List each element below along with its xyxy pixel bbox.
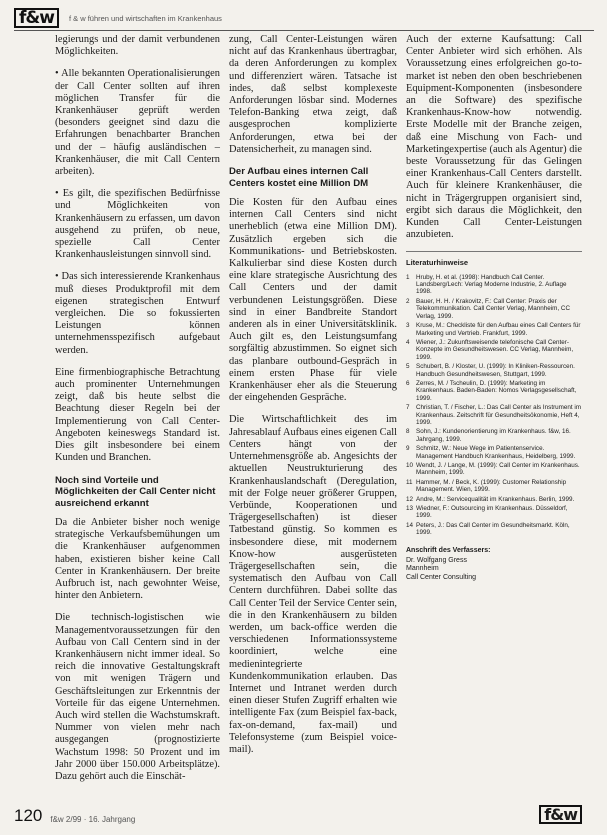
col2-subheading: Der Aufbau eines internen Call Centers kostet eine Million DM: [229, 166, 369, 189]
literature-title: Literaturhinweise: [406, 258, 469, 268]
literature-item: 5 Schubert, B. / Kloster, U. (1999): In Kliniken-Ressourcen. Handbuch Gesundheitswesen, Stuttgart, 1999.: [406, 363, 575, 378]
author-address-title: Anschrift des Verfassers:: [406, 546, 491, 554]
literature-item: 7 Christian, T. / Fischer, L.: Das Call Center als Instrument im Krankenhaus. Zeitschrift für Gesundheitsökonomie, Heft 4, 1999.: [406, 404, 582, 426]
literature-item: 10 Wendt, J. / Lange, M. (1999): Call Center im Krankenhaus. Mannheim, 1999.: [406, 462, 580, 477]
literature-item: 2 Bauer, H. H. / Krakovitz, F.: Call Center: Praxis der Telekommunikation. Call Center Verlag, Mannheim, CC Verlag, 1999.: [406, 297, 570, 320]
literature-item: 8 Sohn, J.: Kundenorientierung im Krankenhaus. f&w, 16. Jahrgang, 1999.: [406, 428, 571, 443]
page-header: [14, 6, 594, 31]
journal-logo: f&w: [14, 8, 59, 28]
col2-paragraph-2: Die Kosten für den Aufbau eines internen Call Centers sind nicht unerheblich (etwa eine Million DM). Zusätzlich ergeben sich die Kommunikations- und Betriebskosten. Kalkulierbar sind diese Kosten durch eine klare strategische Ausrichtung des Call Centers und der damit verbundenen Leistungsgrößen. Diese sind in einer Bandbreite Standort anderen als in einer Universitätsklinik. Auch gilt es, den Leistungsumfang sorgfältig abzustimmen. So eignet sich das planbare outbound-Gespräch in einem ersten Phase für viele Krankenhäuser eher als die Steuerung der eingehenden Gespräche.: [229, 197, 397, 404]
page-footer: [14, 800, 594, 826]
col2-paragraph-3: Die Wirtschaftlichkeit des im Jahresablauf Aufbaus eines eigenen Call Centers hängt von der Unternehmensgröße ab. Angesichts der aktuellen Neustrukturierung des Krankenhauslandschaft (Deregulation, mit der Folge neuer größerer Gruppen, Verbünde, Kooperationen und Trägergesellschaften) ist dieser Tatbestand günstig. So kommen es insbesondere diese, mit modernem Know-how ausgerüsteten Trägergesellschaften sein, die systematisch den Aufbau von Call Centern durchführen. Dabei sollte das Call Center Teil der Service Center sein, die in den Krankenhäusern zu bilden werden, um back-office werden die verschiedenen Informationssysteme koordiniert, welche eine medienintegrierte Kundenkommunikation erlauben. Das Internet und Intranet werden durch einen dieser Stufen Zugriff erhalten wie intelligente Fax (zum Beispiel fax-back, fax-on-demand, fax-mail) und Telefonsysteme (zum Beispiel voice-mail).: [229, 414, 397, 755]
header-running-title: f & w führen und wirtschaften im Krankenhaus: [68, 13, 222, 23]
col1-paragraph-3: • Es gilt, die spezifischen Bedürfnisse und Möglichkeiten von Krankenhäusern zu erfassen, um davon ausgehend zu prüfen, ob neue, spezielle Call Center Krankenhausleistungen sinnvoll sind.: [55, 188, 220, 261]
col3-paragraph-1: Auch der externe Kaufsattung: Call Center Anbieter wird sich erhöhen. Als Voraussetzung eines erfolgreichen go-to-market ist neben den oben beschriebenen Equipment-Komponenten (insbesondere an die Software) des spezifische Krankenhaus-Know-how notwendig. Erste Modelle mit der Branche zeigen, daß eine Mischung von Fach- und Marketingexpertise (auch als Agentur) die beste Voraussetzung für das Gelingen einer Krankenhaus-Call Centers darstellt. Auch für kleinere Krankenhäuser, die nicht in Trägergruppen organisiert sind, ergibt sich daraus die Möglichkeit, den Kunden Call Center-Leistungen anzubieten.: [406, 34, 582, 241]
col1-subheading: Noch sind Vorteile und Möglichkeiten der Call Center nicht ausreichend erkannt: [55, 474, 216, 509]
literature-item: 14 Peters, J.: Das Call Center im Gesundheitsmarkt. Köln, 1999.: [406, 521, 570, 537]
literature-item: 4 Wiener, J.: Zukunftsweisende telefonische Call Center-Konzepte im Gesundheitswesen. CC Verlag, Mannheim, 1999.: [406, 338, 574, 361]
col1-paragraph-4: • Das sich interessierende Krankenhaus muß dieses Produktprofil mit dem eigenen strategischen Entwurf vergleichen. Die so fokussierten Leistungen können unternehmensspezifisch aufgebaut werden.: [55, 271, 220, 356]
literature-item: 13 Wiedner, F.: Outsourcing im Krankenhaus. Düsseldorf, 1999.: [406, 505, 568, 520]
literature-item: 3 Kruse, M.: Checkliste für den Aufbau eines Call Centers für Marketing und Vertrieb. Frankfurt, 1999.: [406, 322, 581, 337]
column-3: [406, 34, 582, 582]
author-line: Dr. Wolfgang Gress: [406, 556, 467, 564]
column-1: [55, 34, 220, 793]
author-line: Call Center Consulting: [406, 573, 477, 581]
page-number: 120: [14, 806, 43, 825]
footer-logo: f&w: [539, 805, 582, 824]
literature-item: 11 Hammer, M. / Beck, K. (1999): Customer Relationship Management. Wien, 1999.: [406, 478, 567, 494]
col1-paragraph-1: legierungs und der damit verbundenen Möglichkeiten.: [55, 34, 220, 58]
col1-paragraph-7: Die technisch-logistischen wie Managementvoraussetzungen für den Aufbau von Call Centern sind in der Krankenhäusern nicht immer ideal. So reich die innovative Gestaltungskraft von mit wenigen Trägern und Geschäftsleitungen zur Erkenntnis der Vorteile für das eigene Unternehmen. Auch wird stellen die Wachstumskraft. Nummer von vielen mehr nach ausgegangen (prognostizierte Wachstum 1998: 50 Prozent und im Jahr 2000 über 150.000 Arbeitsplätze). Dazu gehört auch die Einschät-: [55, 612, 220, 783]
issue-info: f&w 2/99 · 16. Jahrgang: [50, 815, 136, 824]
author-line: Mannheim: [406, 565, 439, 573]
literature-item: 9 Schmitz, W.: Neue Wege im Patientenservice. Management Handbuch Krankenhaus, Heidelberg, 1999.: [406, 445, 576, 460]
column-2: [229, 34, 397, 766]
col1-paragraph-5: Eine firmenbiographische Betrachtung auch prominenter Unternehmungen zeigt, daß bis heute selbst die Beachtung dieser Regeln bei der Implementierung von Call Center-Angeboten keineswegs Standard ist. Dies gilt insbesondere bei einem Kunden und Branchen.: [55, 366, 220, 464]
col1-paragraph-6: Da die Anbieter bisher noch wenige strategische Verkaufsbemühungen um die Krankenhäuser aufgenommen haben, existieren bisher keine Call Center in Krankenhäusern. Der breite Aufbruch ist, nach gewohnter Weise, hinter den Anbietern.: [55, 517, 220, 602]
literature-divider: [406, 251, 582, 252]
col2-paragraph-1: zung, Call Center-Leistungen wären nicht auf das Krankenhaus übertragbar, da deren Anforderungen zu komplex und differenziert wären. Tatsache ist indes, daß selbst komplexeste Anforderungen lösbar sind. Modernes Telefon-Banking etwa zeigt, daß ausgesprochen komplizierte Anforderungen, etwa bei der Datensicherheit, zu managen sind.: [229, 34, 397, 155]
literature-item: 6 Zerres, M. / Tscheulin, D. (1999): Marketing im Krankenhaus. Baden-Baden: Nomos Verlagsgesellschaft, 1999.: [406, 379, 577, 402]
literature-list: [406, 274, 582, 537]
literature-item: 1 Hruby, H. et al. (1998): Handbuch Call Center. Landsberg/Lech: Verlag Moderne Industrie, 2. Auflage 1998.: [406, 273, 567, 296]
col1-paragraph-2: • Alle bekannten Operationalisierungen der Call Center sollten auf ihren möglichen Transfer für die Krankenhäuser geprüft werden (besonders geeignet sind dazu die Erfahrungen benachbarter Branchen und der – häufig ausländischen – Krankenhäuser, die mit Call Centern arbeiten).: [55, 68, 220, 178]
literature-item: 12 Andre, M.: Servicequalität im Krankenhaus. Berlin, 1999.: [406, 495, 575, 503]
